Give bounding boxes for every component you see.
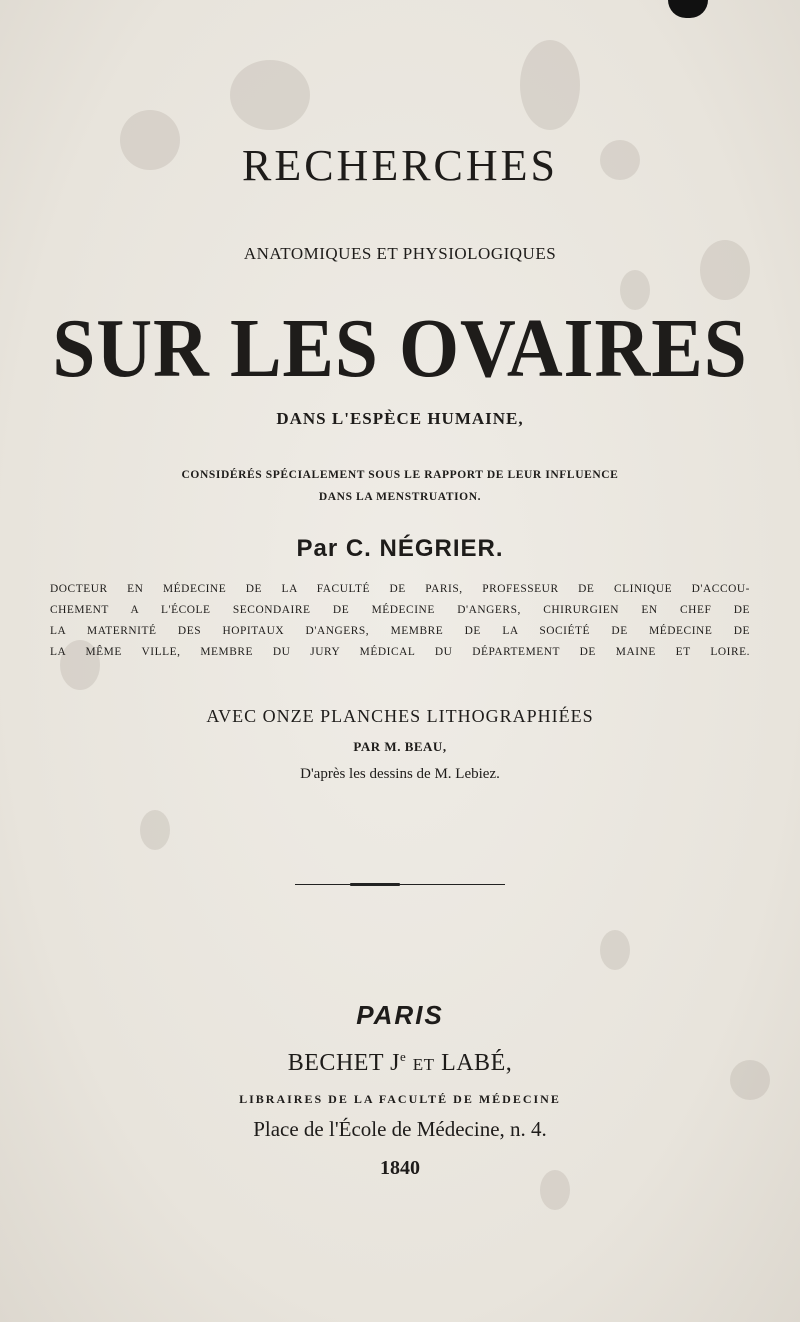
ink-blot [668,0,708,18]
page-title: RECHERCHES [241,141,559,190]
author-name: Par C. NÉGRIER. [296,535,504,562]
divider-ornament [350,883,400,886]
illustrator-line: PAR M. BEAU, [353,739,447,754]
imprint-city: PARIS [356,1000,444,1030]
considered-line: DANS LA MENSTRUATION. [318,491,482,503]
author-credentials-line: LA MATERNITÉ DES HOPITAUX D'ANGERS, MEMBRE DE LA SOCIÉTÉ DE MÉDECINE DE [50,625,750,637]
divider-rule [295,884,505,885]
plates-line: AVEC ONZE PLANCHES LITHOGRAPHIÉES [206,706,594,726]
publisher-superscript: e [400,1049,407,1064]
publisher-name-b: LABÉ, [441,1050,513,1076]
publisher-conjunction: ET [412,1055,435,1074]
author-credentials-line: CHEMENT A L'ÉCOLE SECONDAIRE DE MÉDECINE D'ANGERS, CHIRURGIEN EN CHEF DE [50,604,750,616]
foxing-stain [230,60,310,130]
publisher-name-a: BECHET J [287,1050,400,1076]
author-credentials-line: DOCTEUR EN MÉDECINE DE LA FACULTÉ DE PARIS, PROFESSEUR DE CLINIQUE D'ACCOU- [50,583,750,595]
species-line: DANS L'ESPÈCE HUMAINE, [276,409,524,428]
foxing-stain [600,930,630,970]
author-credentials-line: LA MÊME VILLE, MEMBRE DU JURY MÉDICAL DU DÉPARTEMENT DE MAINE ET LOIRE. [50,646,750,658]
publisher-address: Place de l'École de Médecine, n. 4. [253,1117,547,1141]
bookseller-line: LIBRAIRES DE LA FACULTÉ DE MÉDECINE [239,1092,561,1106]
foxing-stain [520,40,580,130]
publisher-name [0,1049,800,1077]
subtitle: ANATOMIQUES ET PHYSIOLOGIQUES [243,244,557,263]
foxing-stain [140,810,170,850]
drawings-credit: D'après les dessins de M. Lebiez. [300,766,500,782]
considered-line: CONSIDÉRÉS SPÉCIALEMENT SOUS LE RAPPORT DE LEUR INFLUENCE [181,469,619,481]
publication-year: 1840 [380,1157,420,1179]
main-title: SUR LES OVAIRES [52,302,748,395]
